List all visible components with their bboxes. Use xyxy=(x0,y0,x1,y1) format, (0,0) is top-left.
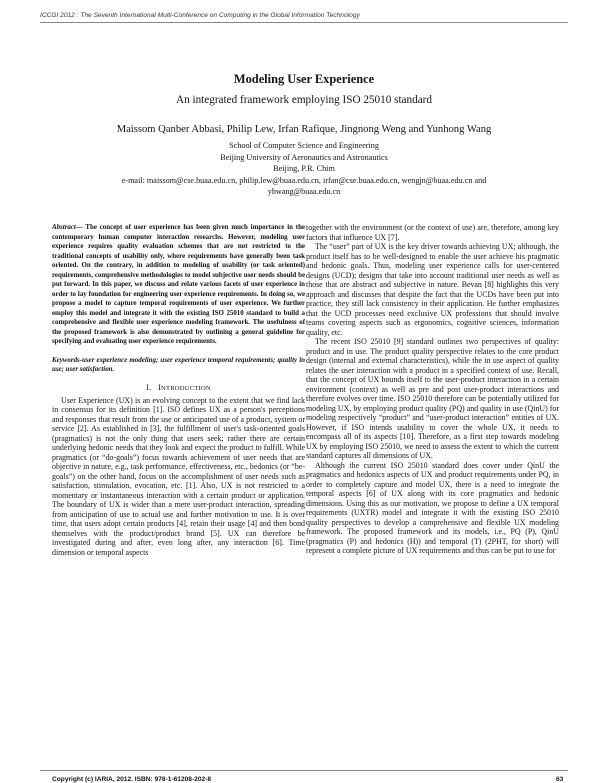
paper-title: Modeling User Experience xyxy=(233,72,375,86)
body-paragraph: The recent ISO 25010 [9] standard outlines two perspectives of quality: product and in use. The product quality perspective relates to the core product design (internal and external characteristics), while the in use aspect of quality relates the user interaction with a product in a specified context of use. Recall, that the concept of UX bounds itself to the user-product interaction in a certain environment (context) as well as pre and post user-product interactions and therefore evolves over time. ISO 25010 therefore can be potentially utilized for modeling UX, by employing product quality (PQ) and quality in use (QinU) for modeling respectively “product” and “user-product interaction” entities of UX. However, if ISO intends usability to cover the whole UX, it needs to encompass all of its aspects [10]. Therefore, as a first step towards modeling UX by employing ISO 25010, we need to assess the extent to which the current standard captures all dimensions of UX. xyxy=(306,337,559,460)
keywords: Keywords-user experience modeling; user experience temporal requirements; quality in use; user satisfaction. xyxy=(52,355,305,373)
section-number: I. xyxy=(146,382,152,392)
title-block xyxy=(40,72,568,198)
abstract xyxy=(52,223,305,347)
author-emails-continued: yhwang@buaa.edu.cn xyxy=(267,187,341,196)
body-paragraph: The “user” part of UX is the key driver towards achieving UX; although, the product itself has to be well-designed to enable the user achieve his pragmatic and hedonic goals. Thus, modeling user experience calls for user-centered designs (UCD); designs that take into account traditional user needs as well as those that are abstract and subjective in nature. Bevan [8] highlights this very approach and discusses that despite the fact that the UCDs have been put into practice, they still lack consistency in their application. He further emphasizes that the UCD processes need exclusive UX professions that should involve teams covering aspects such as ergonomics, cognitive sciences, information quality, etc. xyxy=(306,242,559,337)
affiliation-university: Beijing University of Aeronautics and Astronautics xyxy=(220,152,388,162)
header-rule xyxy=(40,22,568,23)
paper-subtitle: An integrated framework employing ISO 25010 standard xyxy=(175,94,432,106)
body-paragraph: together with the environment (or the context of use) are, therefore, among key factors that influence UX [7]. xyxy=(306,223,559,242)
abstract-lead: Abstract— xyxy=(52,223,83,231)
right-column xyxy=(306,223,559,556)
page-number: 63 xyxy=(556,776,564,783)
left-column xyxy=(52,223,305,557)
author-emails: e-mail: maissom@cse.buaa.edu.cn, philip.lew@buaa.edu.cn, irfan@cse.buaa.edu.cn, wengjn@buaa.edu.cn and xyxy=(121,175,487,185)
body-paragraph: Although the current ISO 25010 standard does cover under QinU the pragmatics and hedonics aspects of UX and product requirements under PQ, in order to completely capture and model UX, there is a need to integrate the temporal aspects [6] of UX along with its core pragmatics and hedonic dimensions. Using this as our motivation, we propose to define a UX temporal requirements (UXTR) model and integrate it with the existing ISO 25010 quality perspectives to develop a comprehensive and flexible UX modeling framework. The proposed framework and its models, i.e., PQ (P), QinU (pragmatics (P) and hedonics (H)) and temporal (T) (2PHT, for short) will represent a complete picture of UX requirements and thus can be put to use for xyxy=(306,460,559,555)
running-header: ICCGI 2012 : The Seventh International Multi-Conference on Computing in the Global Information Technology xyxy=(40,12,360,19)
section-title-rest: NTRODUCTION xyxy=(161,384,211,392)
section-title-initial: I xyxy=(158,382,162,392)
author-list: Maissom Qanber Abbasi, Philip Lew, Irfan Rafique, Jingnong Weng and Yunhong Wang xyxy=(116,124,492,135)
footer-copyright: Copyright (c) IARIA, 2012. ISBN: 978-1-61208-202-8 xyxy=(52,776,212,783)
affiliation-location: Beijing, P.R. Chim xyxy=(273,164,335,173)
footer-rule xyxy=(40,770,568,771)
section-heading-introduction xyxy=(52,383,305,394)
affiliation-school: School of Computer Science and Engineering xyxy=(229,141,379,150)
abstract-text: The concept of user experience has been given much importance in the contemporary human computer interaction researchs. However, modeling user experience requires quality evaluation schemes that are not restricted to the traditional concepts of usability only, where requirements have generally been task oriented. On the contrary, in addition to modeling of usability (or task oriented) requirements, comprehensive methodologies to model subjective user needs should be put forward. In this paper, we discuss and relate various facets of user experience in order to lay foundation for engineering user experience requirements. In doing so, we propose a model to capture temporal requirements of user experience. We further employ this model and integrate it with the existing ISO 25010 standard to build a comprehensive and flexible user experience modeling framework. The usefulness of the proposed framework is also demonstrated by outlining a general guideline for specifying and evaluating user experience requirements. xyxy=(52,223,305,345)
body-paragraph: User Experience (UX) is an evolving concept to the extent that we find lack in consensus for its definition [1]. ISO defines UX as a person's perceptions and responses that result from the use or anticipated use of a product, system or service [2]. As established in [3], the fulfillment of user's task-oriented goals (pragmatics) is not the only thing that users seek; rather there are certain underlying hedonic needs that they look and expect the product to fulfill. While pragmatics (or “do-goals”) focus towards achievement of user needs that are objective in nature, e.g., task performance, effectiveness, etc., hedonics (or “be-goals”) on the other hand, focus on the accomplishment of user needs such as satisfaction, stimulation, evocation, etc. [1]. Also, UX is not restricted to a momentary or instantaneous interaction with a certain product or application. The boundary of UX is wider than a mere user-product interaction, spreading from anticipation of use to actual use and further motivation to use. It is over time, that users adopt certain products [4], retain their usage [4] and then bond themselves with the product/product brand [5]. UX can therefore be investigated during and after, even long after, any interaction [6]. Time dimension or temporal aspects xyxy=(52,395,305,557)
